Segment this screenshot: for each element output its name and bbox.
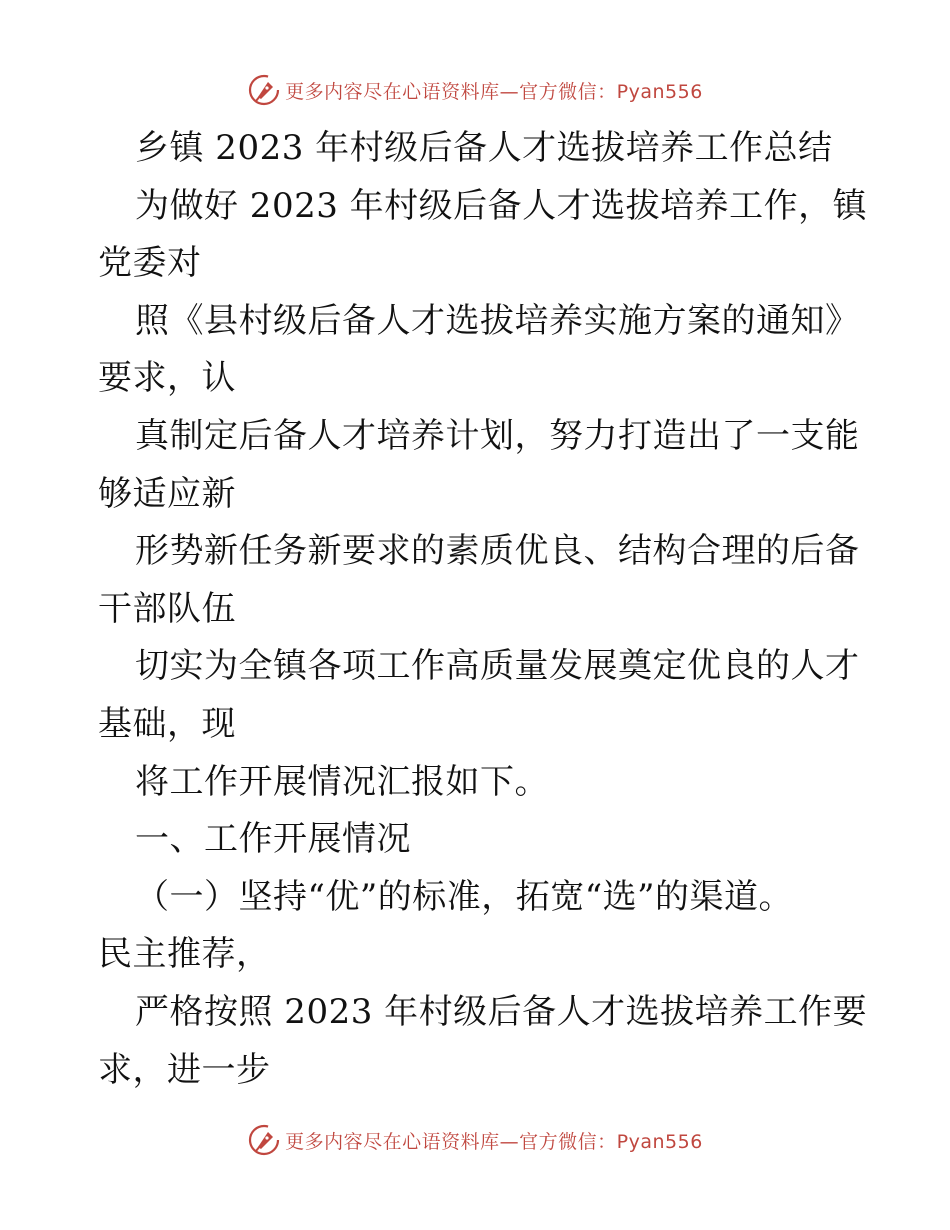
- paragraph-line: 为做好 2023 年村级后备人才选拔培养工作，镇: [135, 185, 868, 226]
- paragraph-line: 党委对: [98, 243, 202, 284]
- paragraph-line: 要求，认: [98, 358, 236, 399]
- paragraph-line: 照《县村级后备人才选拔培养实施方案的通知》: [135, 300, 860, 341]
- paragraph-line: 干部队伍: [98, 588, 236, 629]
- paragraph-line: 形势新任务新要求的素质优良、结构合理的后备: [135, 531, 860, 572]
- pen-nib-logo-icon: [247, 1123, 281, 1157]
- header-watermark-banner: [0, 70, 950, 110]
- document-title: 乡镇 2023 年村级后备人才选拔培养工作总结: [135, 128, 833, 168]
- document-body: [98, 120, 868, 1099]
- section-heading: 一、工作开展情况: [135, 819, 411, 860]
- paragraph-line: 求，进一步: [98, 1049, 271, 1090]
- pen-nib-logo-icon: [247, 73, 281, 107]
- subsection-heading: （一）坚持“优”的标准，拓宽“选”的渠道。: [135, 876, 794, 917]
- paragraph-line: 民主推荐，: [98, 934, 271, 975]
- paragraph-line: 将工作开展情况汇报如下。: [135, 761, 549, 802]
- paragraph-line: 切实为全镇各项工作高质量发展奠定优良的人才: [135, 646, 860, 687]
- paragraph-line: 基础，现: [98, 703, 236, 744]
- paragraph-line: 真制定后备人才培养计划，努力打造出了一支能: [135, 415, 860, 456]
- watermark-text: 更多内容尽在心语资料库—官方微信：Pyan556: [285, 1130, 703, 1153]
- paragraph-line: 严格按照 2023 年村级后备人才选拔培养工作要: [135, 991, 868, 1032]
- paragraph-line: 够适应新: [98, 473, 236, 514]
- watermark-text: 更多内容尽在心语资料库—官方微信：Pyan556: [285, 80, 703, 103]
- footer-watermark-banner: [0, 1120, 950, 1160]
